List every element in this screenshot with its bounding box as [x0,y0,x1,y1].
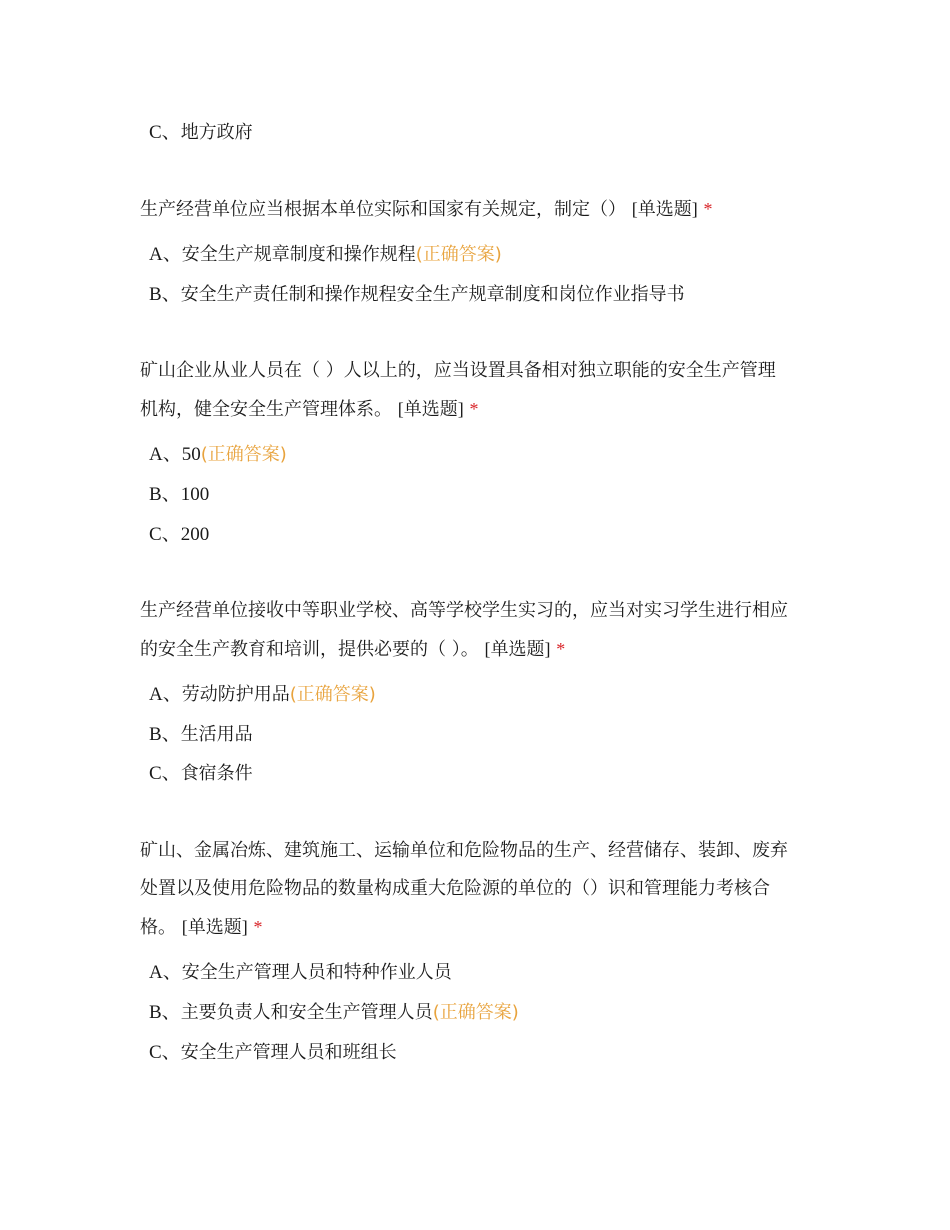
question-line: 生产经营单位应当根据本单位实际和国家有关规定，制定（） [140,199,626,220]
option-q3-c[interactable] [149,762,253,786]
option-q0-c[interactable] [149,121,253,145]
question-type-tag: [单选题] [631,199,698,219]
correct-answer-label: (正确答案) [432,1002,519,1023]
option-text: 安全生产管理人员和特种作业人员 [181,962,452,983]
option-text: 安全生产管理人员和班组长 [180,1042,397,1063]
option-q4-b[interactable] [149,1001,519,1025]
question-line: 格。 [140,917,176,938]
question-4-line-3 [140,915,262,940]
option-text: 安全生产规章制度和操作规程 [181,244,416,265]
option-q4-a[interactable] [149,961,452,985]
option-text: 100 [180,484,210,505]
question-line: 机构，健全安全生产管理体系。 [140,399,392,420]
option-text: 生活用品 [180,724,253,745]
option-marker: A、 [149,444,182,465]
correct-answer-label: (正确答案) [289,684,376,705]
question-line: 的安全生产教育和培训，提供必要的（ ）。 [140,639,479,660]
option-marker: B、 [149,724,181,745]
option-text: 地方政府 [180,122,253,143]
question-4-line-1 [140,839,788,863]
option-marker: B、 [149,1002,181,1023]
option-marker: A、 [149,684,182,705]
question-type-tag: [单选题] [181,917,248,937]
option-q3-a[interactable] [149,683,376,707]
question-3-line-2 [140,637,565,662]
option-marker: A、 [149,244,182,265]
question-3-line-1 [140,599,788,623]
question-line: 矿山、金属冶炼、建筑施工、运输单位和危险物品的生产、经营储存、装卸、废弃 [140,840,788,861]
question-2-line-2 [140,397,478,422]
option-marker: B、 [149,484,181,505]
option-q1-b[interactable] [149,283,685,307]
option-marker: A、 [149,962,182,983]
question-4-line-2 [140,877,770,901]
option-text: 食宿条件 [180,763,253,784]
option-marker: C、 [149,524,181,545]
required-mark: * [703,199,713,219]
correct-answer-label: (正确答案) [200,444,287,465]
option-text: 劳动防护用品 [181,684,290,705]
question-line: 矿山企业从业人员在（ ）人以上的，应当设置具备相对独立职能的安全生产管理 [140,360,776,381]
question-type-tag: [单选题] [397,399,464,419]
option-q1-a[interactable] [149,243,502,267]
option-text: 50 [181,444,201,465]
question-line: 生产经营单位接收中等职业学校、高等学校学生实习的，应当对实习学生进行相应 [140,600,788,621]
option-marker: C、 [149,122,181,143]
question-1-text [140,197,712,222]
option-q2-b[interactable] [149,483,209,507]
question-line: 处置以及使用危险物品的数量构成重大危险源的单位的（）识和管理能力考核合 [140,878,770,899]
option-text: 安全生产责任制和操作规程安全生产规章制度和岗位作业指导书 [180,284,685,305]
question-type-tag: [单选题] [484,639,551,659]
option-q3-b[interactable] [149,723,253,747]
option-marker: C、 [149,763,181,784]
option-marker: C、 [149,1042,181,1063]
required-mark: * [253,917,263,937]
option-text: 主要负责人和安全生产管理人员 [180,1002,433,1023]
option-text: 200 [180,524,210,545]
required-mark: * [556,639,566,659]
option-q2-c[interactable] [149,523,209,547]
correct-answer-label: (正确答案) [415,244,502,265]
option-q4-c[interactable] [149,1041,397,1065]
required-mark: * [469,399,479,419]
question-2-line-1 [140,359,776,383]
option-marker: B、 [149,284,181,305]
option-q2-a[interactable] [149,443,287,467]
